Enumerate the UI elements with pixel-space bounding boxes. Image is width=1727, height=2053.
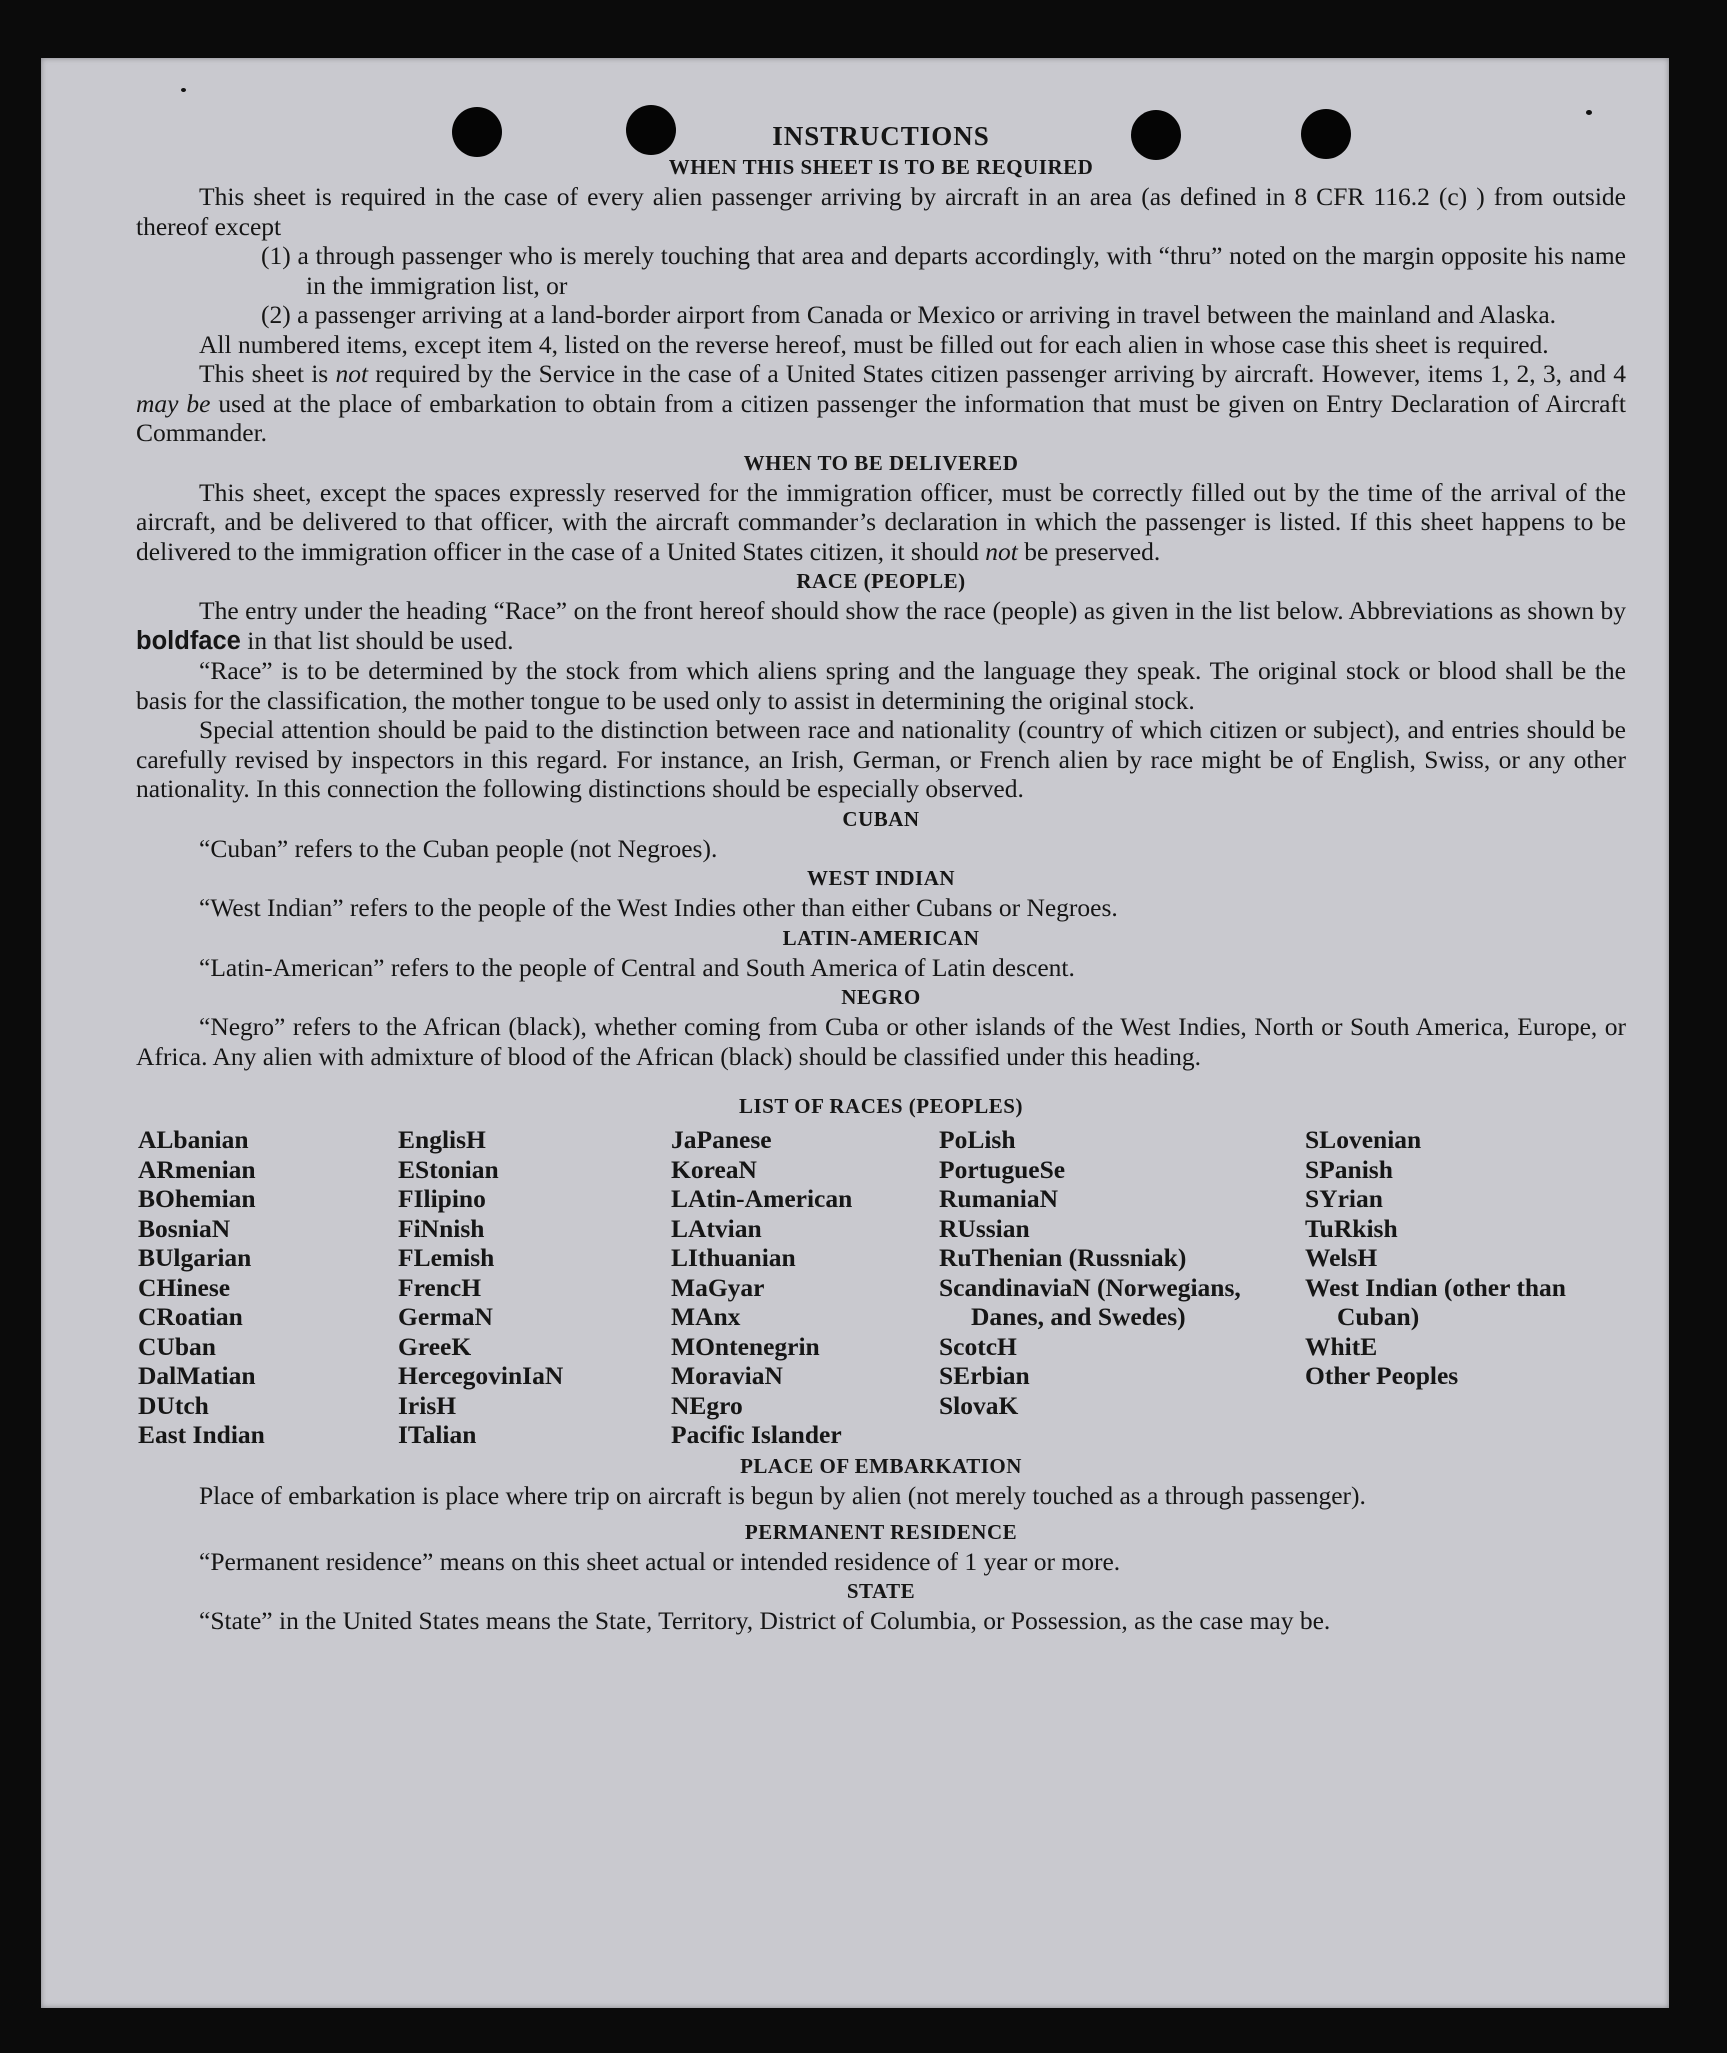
race-entry: Pacific Islander (671, 1420, 842, 1449)
text-run: This sheet is (199, 359, 336, 388)
race-entry: HercegovinIaN (398, 1361, 564, 1390)
races-column (1305, 1125, 1617, 1391)
race-entry: GermaN (398, 1302, 493, 1331)
race-entry: RuThenian (Russniak) (939, 1243, 1187, 1272)
race-entry: ScotcH (939, 1331, 1017, 1361)
race-entry: CHinese (138, 1272, 231, 1302)
heading-delivered: WHEN TO BE DELIVERED (743, 450, 1019, 475)
heading-latin-american: LATIN-AMERICAN (782, 925, 980, 950)
race-entry: TuRkish (1305, 1213, 1398, 1243)
race-entry: MaGyar (671, 1272, 765, 1302)
race-entry: East Indian (138, 1420, 265, 1449)
race-entry: SYrian (1305, 1184, 1383, 1213)
paragraph: All numbered items, except item 4, listed on the reverse hereof, must be filled out for each alien in whose case this sheet is required. (199, 329, 1549, 359)
race-entry: FrencH (398, 1272, 482, 1302)
race-entry: RumaniaN (939, 1184, 1059, 1213)
paragraph: “Latin-American” refers to the people of Central and South America of Latin descent. (199, 952, 1075, 982)
text-run: in that list should be used. (240, 625, 514, 655)
race-entry: ITalian (398, 1420, 477, 1449)
race-entry: SPanish (1305, 1154, 1393, 1184)
paragraph: This sheet is required in the case of every alien passenger arriving by aircraft in an area (as defined in 8 CFR 116.2 (c) ) from outside thereof except (136, 182, 1626, 241)
heading-required: WHEN THIS SHEET IS TO BE REQUIRED (668, 155, 1094, 179)
paragraph (136, 596, 1626, 656)
race-entry: FIlipino (398, 1184, 486, 1213)
race-entry: RUssian (939, 1213, 1030, 1243)
paragraph: “State” in the United States means the State, Territory, District of Columbia, or Possession, as the case may be. (199, 1606, 1331, 1635)
speck (181, 88, 186, 92)
races-column (138, 1125, 265, 1450)
text-run: This sheet, except the spaces expressly reserved for the immigration officer, must be correctly filled out by the time of the arrival of the aircraft, and be delivered to that officer, with the aircraft commander’s declaration in which the passenger is listed. If this sheet happens to be delivered to the immigration officer in the case of a United States citizen, it should (136, 477, 1626, 566)
race-entry: IrisH (398, 1390, 457, 1420)
race-entry: MoraviaN (671, 1361, 783, 1390)
paragraph: “Permanent residence” means on this sheet actual or intended residence of 1 year or more. (199, 1546, 1121, 1576)
race-entry: BOhemian (138, 1184, 256, 1213)
heading-negro: NEGRO (841, 985, 921, 1009)
race-entry: LIthuanian (671, 1243, 796, 1272)
race-entry: LAtvian (671, 1213, 762, 1243)
document-sheet (41, 58, 1669, 2008)
race-entry: West Indian (other than Cuban) (1305, 1272, 1566, 1331)
race-entry: CRoatian (138, 1302, 243, 1331)
race-entry: ARmenian (138, 1154, 256, 1184)
paragraph (136, 478, 1626, 567)
race-entry: LAtin-American (671, 1184, 853, 1213)
paragraph: “Cuban” refers to the Cuban people (not Negroes). (199, 833, 718, 863)
heading-race: RACE (PEOPLE) (796, 569, 966, 593)
emphasis: may be (136, 388, 211, 418)
race-entry: WelsH (1305, 1243, 1378, 1272)
race-entry: SErbian (939, 1361, 1030, 1390)
text-run: be preserved. (1017, 536, 1161, 566)
heading-state: STATE (846, 1579, 916, 1603)
race-entry: PoLish (939, 1125, 1016, 1154)
race-entry: JaPanese (671, 1125, 772, 1154)
races-list (136, 1125, 1626, 1449)
text-run: The entry under the heading “Race” on the front hereof should show the race (people) as given in the list below. Abbreviations as shown by (199, 596, 1626, 625)
race-entry: KoreaN (671, 1154, 757, 1184)
bold-term: boldface (136, 626, 241, 655)
race-entry: BUlgarian (138, 1243, 252, 1272)
race-entry: BosniaN (138, 1213, 231, 1243)
heading-residence: PERMANENT RESIDENCE (744, 1519, 1018, 1544)
emphasis: not (335, 359, 369, 388)
race-entry: ScandinaviaN (Norwegians, Danes, and Swedes) (939, 1272, 1241, 1331)
race-entry: SLovenian (1305, 1125, 1422, 1154)
race-entry: CUban (138, 1331, 216, 1361)
race-entry: EnglisH (398, 1125, 486, 1154)
heading-list-of-races: LIST OF RACES (PEOPLES) (739, 1094, 1023, 1118)
race-entry: NEgro (671, 1390, 743, 1420)
paragraph: “West Indian” refers to the people of the West Indies other than either Cubans or Negroes. (199, 893, 1118, 922)
paragraph (136, 359, 1626, 448)
races-column (939, 1125, 1296, 1420)
race-entry: Other Peoples (1305, 1361, 1459, 1390)
heading-embarkation: PLACE OF EMBARKATION (740, 1454, 1022, 1478)
race-entry: DalMatian (138, 1361, 256, 1390)
race-entry: WhitE (1305, 1331, 1378, 1361)
page-title: INSTRUCTIONS (772, 121, 990, 151)
emphasis: not (985, 536, 1018, 566)
race-entry: GreeK (398, 1331, 472, 1361)
list-item: (2) a passenger arriving at a land-border airport from Canada or Mexico or arriving in travel between the mainland and Alaska. (261, 300, 1557, 329)
races-column (398, 1125, 563, 1450)
race-entry: MAnx (671, 1302, 741, 1331)
race-entry: PortugueSe (939, 1154, 1066, 1184)
paragraph: Place of embarkation is place where trip on aircraft is begun by alien (not merely touched as a through passenger). (199, 1481, 1366, 1510)
list-item: (1) a through passenger who is merely touching that area and departs accordingly, with “thru” noted on the margin opposite his name in the immigration list, or (261, 241, 1626, 300)
text-run: used at the place of embarkation to obtain from a citizen passenger the information that must be given on Entry Declaration of Aircraft Commander. (136, 388, 1626, 447)
instructions-text (136, 120, 1626, 1636)
speck (1586, 110, 1592, 115)
paragraph: Special attention should be paid to the distinction between race and nationality (country of which citizen or subject), and entries should be carefully revised by inspectors in this regard. For instance, an Irish, German, or French alien by race might be of English, Swiss, or any other nationality. In this connection the following distinctions should be especially observed. (136, 715, 1626, 803)
race-entry: EStonian (398, 1154, 499, 1184)
heading-west-indian: WEST INDIAN (806, 866, 956, 890)
paragraph: “Negro” refers to the African (black), whether coming from Cuba or other islands of the West Indies, North or South America, Europe, or Africa. Any alien with admixture of blood of the African (black) should be classified under this heading. (136, 1012, 1626, 1071)
heading-cuban: CUBAN (842, 806, 920, 831)
race-entry: FLemish (398, 1243, 495, 1272)
race-entry: ALbanian (138, 1125, 249, 1154)
race-entry: FiNnish (398, 1213, 485, 1243)
race-entry: MOntenegrin (671, 1331, 820, 1361)
race-entry: SlovaK (939, 1390, 1019, 1420)
race-entry: DUtch (138, 1390, 209, 1420)
paragraph: “Race” is to be determined by the stock from which aliens spring and the language they speak. The original stock or blood shall be the basis for the classification, the mother tongue to be used only to assist in determining the original stock. (136, 656, 1626, 715)
races-column (671, 1125, 852, 1450)
text-run: required by the Service in the case of a United States citizen passenger arriving by aircraft. However, items 1, 2, 3, and 4 (368, 359, 1626, 388)
